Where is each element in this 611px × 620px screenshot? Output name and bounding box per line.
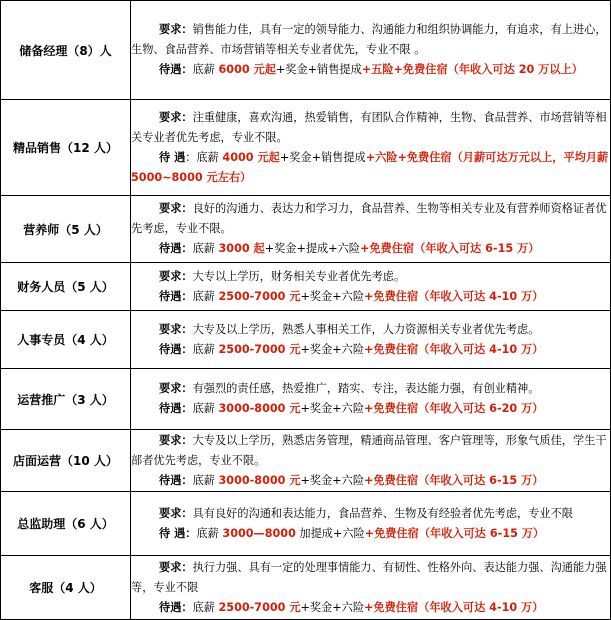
details-cell: [131, 1, 611, 100]
requirement-line: [131, 431, 610, 471]
table-row: [1, 556, 611, 620]
treatment-base: 底薪: [192, 600, 219, 614]
treatment-bonus: +奖金+销售提成: [275, 63, 362, 76]
position-cell: 运营推广（3 人）: [1, 369, 131, 430]
table-row: [1, 369, 611, 430]
treatment-bonus: +奖金+销售提成: [279, 150, 366, 164]
table-row: [1, 263, 611, 311]
requirement-label: 要求：: [159, 433, 193, 447]
table-row: [1, 196, 611, 263]
treatment-salary: 2500-7000 元: [218, 600, 301, 614]
treatment-bonus: +奖金+六险: [300, 473, 365, 487]
treatment-base: 底薪: [192, 402, 219, 415]
position-cell: 储备经理（8）人: [1, 1, 131, 100]
treatment-benefits: +六险+免费住宿（月薪可达万元以上，平均月薪 5000~8000 元左右）: [131, 150, 609, 184]
treatment-line: [131, 524, 610, 544]
position-cell: 人事专员（4 人）: [1, 311, 131, 369]
details-cell: [131, 556, 611, 620]
treatment-label: 待遇：: [159, 473, 193, 487]
treatment-bonus: +奖金+六险: [300, 289, 365, 303]
treatment-base: 底薪: [192, 342, 219, 356]
requirement-label: 要求：: [159, 506, 193, 520]
treatment-salary: 3000-8000 元: [218, 473, 301, 487]
treatment-label: 待遇：: [159, 242, 193, 255]
treatment-base: ：底薪: [185, 150, 223, 164]
requirement-line: [131, 504, 610, 524]
requirement-label: 要求：: [159, 110, 193, 124]
treatment-salary: 3000—8000: [222, 526, 296, 540]
treatment-bonus: +奖金+六险: [300, 342, 365, 356]
details-cell: [131, 263, 611, 311]
treatment-benefits: +免费住宿（年收入可达 4-10 万）: [364, 289, 544, 303]
requirement-label: 要求：: [159, 382, 193, 395]
treatment-line: [131, 340, 610, 360]
treatment-benefits: +免费住宿（年收入可达 6-15 万）: [364, 526, 545, 540]
requirement-label: 要求：: [159, 322, 193, 336]
treatment-salary: 2500-7000 元: [218, 342, 301, 356]
treatment-salary: 4000 元起: [222, 150, 280, 164]
treatment-label: 待遇：: [159, 402, 193, 415]
details-cell: [131, 430, 611, 492]
requirement-label: 要求：: [159, 269, 193, 283]
requirement-text: 有强烈的责任感，热爱推广，踏实、专注，表达能力强，有创业精神。: [192, 382, 540, 395]
requirement-text: 执行力强、具有一定的处理事情能力、有韧性、性格外向、表达能力强、沟通能力强等，专业不限: [131, 560, 607, 594]
treatment-line: [131, 471, 610, 491]
treatment-bonus: 加提成+六险: [295, 526, 365, 540]
requirement-text: 销售能力佳，具有一定的领导能力、沟通能力和组织协调能力，有追求，有上进心，生物、食品营养、市场营销等相关专业者优先，专业不限 。: [131, 23, 607, 56]
treatment-label: 待遇：: [159, 63, 193, 76]
treatment-benefits: +免费住宿（年收入可达 4-10 万）: [364, 342, 544, 356]
treatment-line: [131, 287, 610, 307]
table-row: [1, 100, 611, 196]
treatment-line: [131, 148, 610, 188]
treatment-benefits: +免费住宿（年收入可达 6-15 万）: [364, 473, 544, 487]
requirement-line: [131, 20, 610, 60]
treatment-base: 底薪: [196, 526, 223, 540]
treatment-label: 待 遇: [159, 150, 186, 164]
requirement-line: [131, 379, 610, 399]
table-row: [1, 430, 611, 492]
treatment-bonus: +奖金+六险: [300, 600, 365, 614]
treatment-line: [131, 239, 610, 259]
requirement-line: [131, 558, 610, 598]
requirement-label: 要求：: [159, 23, 193, 36]
position-cell: 财务人员（5 人）: [1, 263, 131, 311]
requirement-text: 具有良好的沟通和表达能力，食品营养、生物及有经验者优先考虑，专业不限: [192, 506, 573, 520]
treatment-base: 底薪: [192, 289, 219, 303]
treatment-benefits: +免费住宿（年收入可达 4-10 万）: [364, 600, 544, 614]
treatment-line: [131, 399, 610, 419]
treatment-salary: 3000 起: [218, 242, 265, 255]
position-cell: 总监助理（6 人）: [1, 492, 131, 556]
details-cell: [131, 369, 611, 430]
table-row: [1, 311, 611, 369]
position-cell: 客服（4 人）: [1, 556, 131, 620]
position-cell: 精品销售（12 人）: [1, 100, 131, 196]
requirement-text: 良好的沟通力、表达力和学习力，食品营养、生物等相关专业及有营养师资格证者优先考虑，专业不限。: [131, 202, 607, 235]
treatment-benefits: +免费住宿（年收入可达 6-15 万）: [360, 242, 540, 255]
treatment-label: 待遇：: [159, 289, 193, 303]
requirement-text: 大专及以上学历，熟悉店务管理，精通商品管理、客户管理等，形象气质佳，学生干部者优先考虑，专业不限。: [131, 433, 607, 467]
treatment-base: 底薪: [192, 473, 219, 487]
requirement-label: 要求：: [159, 560, 193, 574]
details-cell: [131, 492, 611, 556]
table-row: [1, 1, 611, 100]
requirement-line: [131, 199, 610, 239]
details-cell: [131, 196, 611, 263]
treatment-bonus: +奖金+提成+六险: [264, 242, 360, 255]
details-cell: [131, 100, 611, 196]
treatment-label: 待遇：: [159, 600, 193, 614]
requirement-line: [131, 267, 610, 287]
requirement-line: [131, 108, 610, 148]
requirement-text: 大专及以上学历，熟悉人事相关工作，人力资源相关专业者优先考虑。: [192, 322, 540, 336]
treatment-salary: 6000 元起: [218, 63, 276, 76]
treatment-salary: 3000-8000 元: [218, 402, 301, 415]
position-cell: 营养师（5 人）: [1, 196, 131, 263]
position-cell: 店面运营（10 人）: [1, 430, 131, 492]
treatment-label: 待遇：: [159, 342, 193, 356]
requirement-text: 大专以上学历，财务相关专业者优先考虑。: [192, 269, 406, 283]
treatment-benefits: +五险+免费住宿（年收入可达 20 万以上）: [361, 63, 583, 76]
treatment-line: [131, 598, 610, 618]
treatment-base: 底薪: [192, 63, 219, 76]
requirement-label: 要求：: [159, 202, 193, 215]
table-row: [1, 492, 611, 556]
treatment-label: 待 遇：: [159, 526, 197, 540]
treatment-benefits: +免费住宿（年收入可达 6-20 万）: [364, 402, 544, 415]
details-cell: [131, 311, 611, 369]
requirement-text: 注重健康，喜欢沟通，热爱销售，有团队合作精神，生物、食品营养、市场营销等相关专业者优先考虑，专业不限。: [131, 110, 607, 144]
treatment-line: [131, 60, 610, 80]
treatment-base: 底薪: [192, 242, 219, 255]
treatment-salary: 2500-7000 元: [218, 289, 301, 303]
treatment-bonus: +奖金+六险: [300, 402, 365, 415]
requirement-line: [131, 320, 610, 340]
